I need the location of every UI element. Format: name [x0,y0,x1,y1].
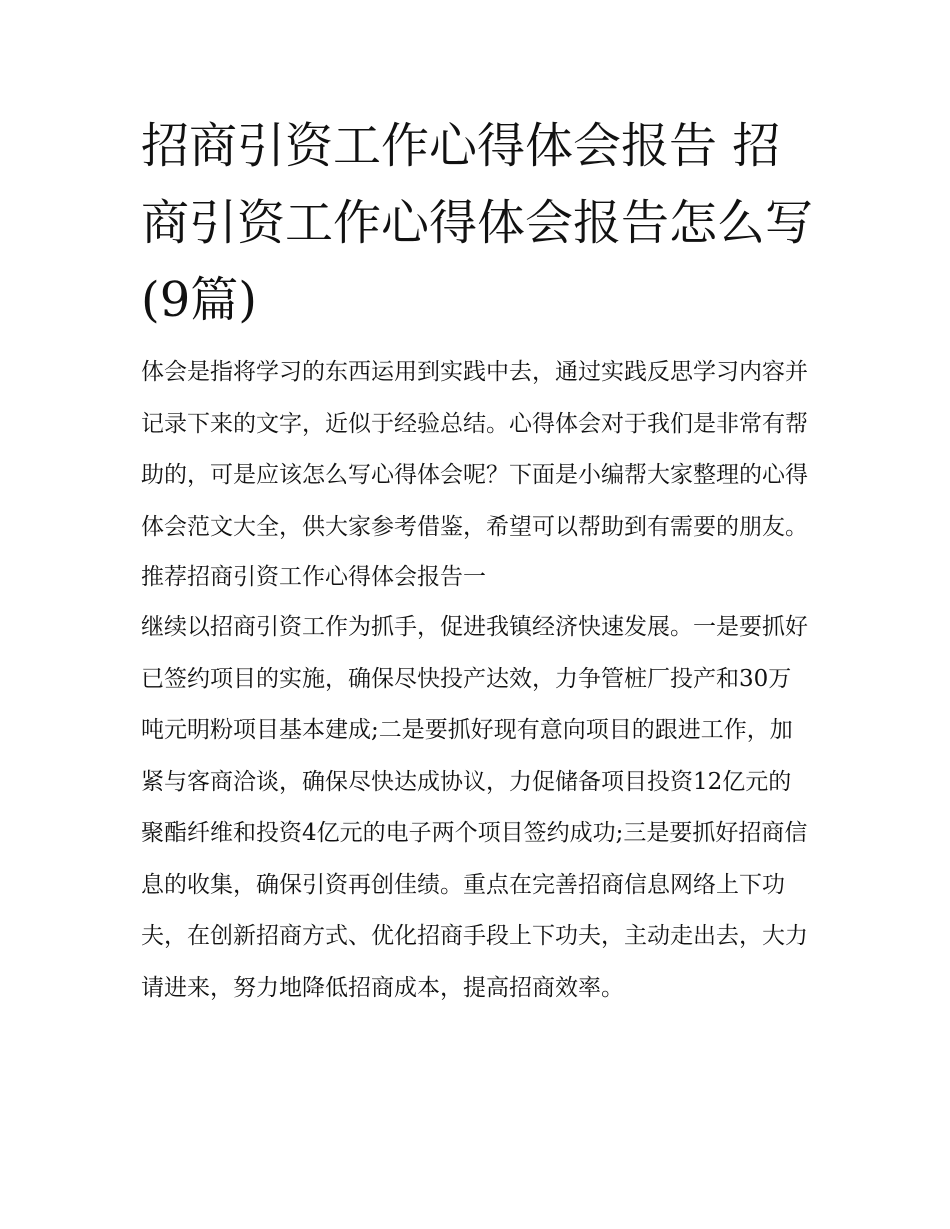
intro-paragraph: 体会是指将学习的东西运用到实践中去，通过实践反思学习内容并记录下来的文字，近似于经验总结。心得体会对于我们是非常有帮助的，可是应该怎么写心得体会呢？下面是小编帮大家整理的心得体会范文大全，供大家参考借鉴，希望可以帮助到有需要的朋友。 [141,359,808,540]
document-title: 招商引资工作心得体会报告 招商引资工作心得体会报告怎么写(9篇) [141,118,814,328]
document-content [141,108,813,1014]
section-body-paragraph: 继续以招商引资工作为抓手，促进我镇经济快速发展。一是要抓好已签约项目的实施，确保尽快投产达效，力争管桩厂投产和30万吨元明粉项目基本建成;二是要抓好现有意向项目的跟进工作，加紧与客商洽谈，确保尽快达成协议，力促储备项目投资12亿元的聚酯纤维和投资4亿元的电子两个项目签约成功;三是要抓好招商信息的收集，确保引资再创佳绩。重点在完善招商信息网络上下功夫，在创新招商方式、优化招商手段上下功夫，主动走出去，大力请进来，努力地降低招商成本，提高招商效率。 [141,614,808,1001]
section-heading: 推荐招商引资工作心得体会报告一 [141,564,486,590]
